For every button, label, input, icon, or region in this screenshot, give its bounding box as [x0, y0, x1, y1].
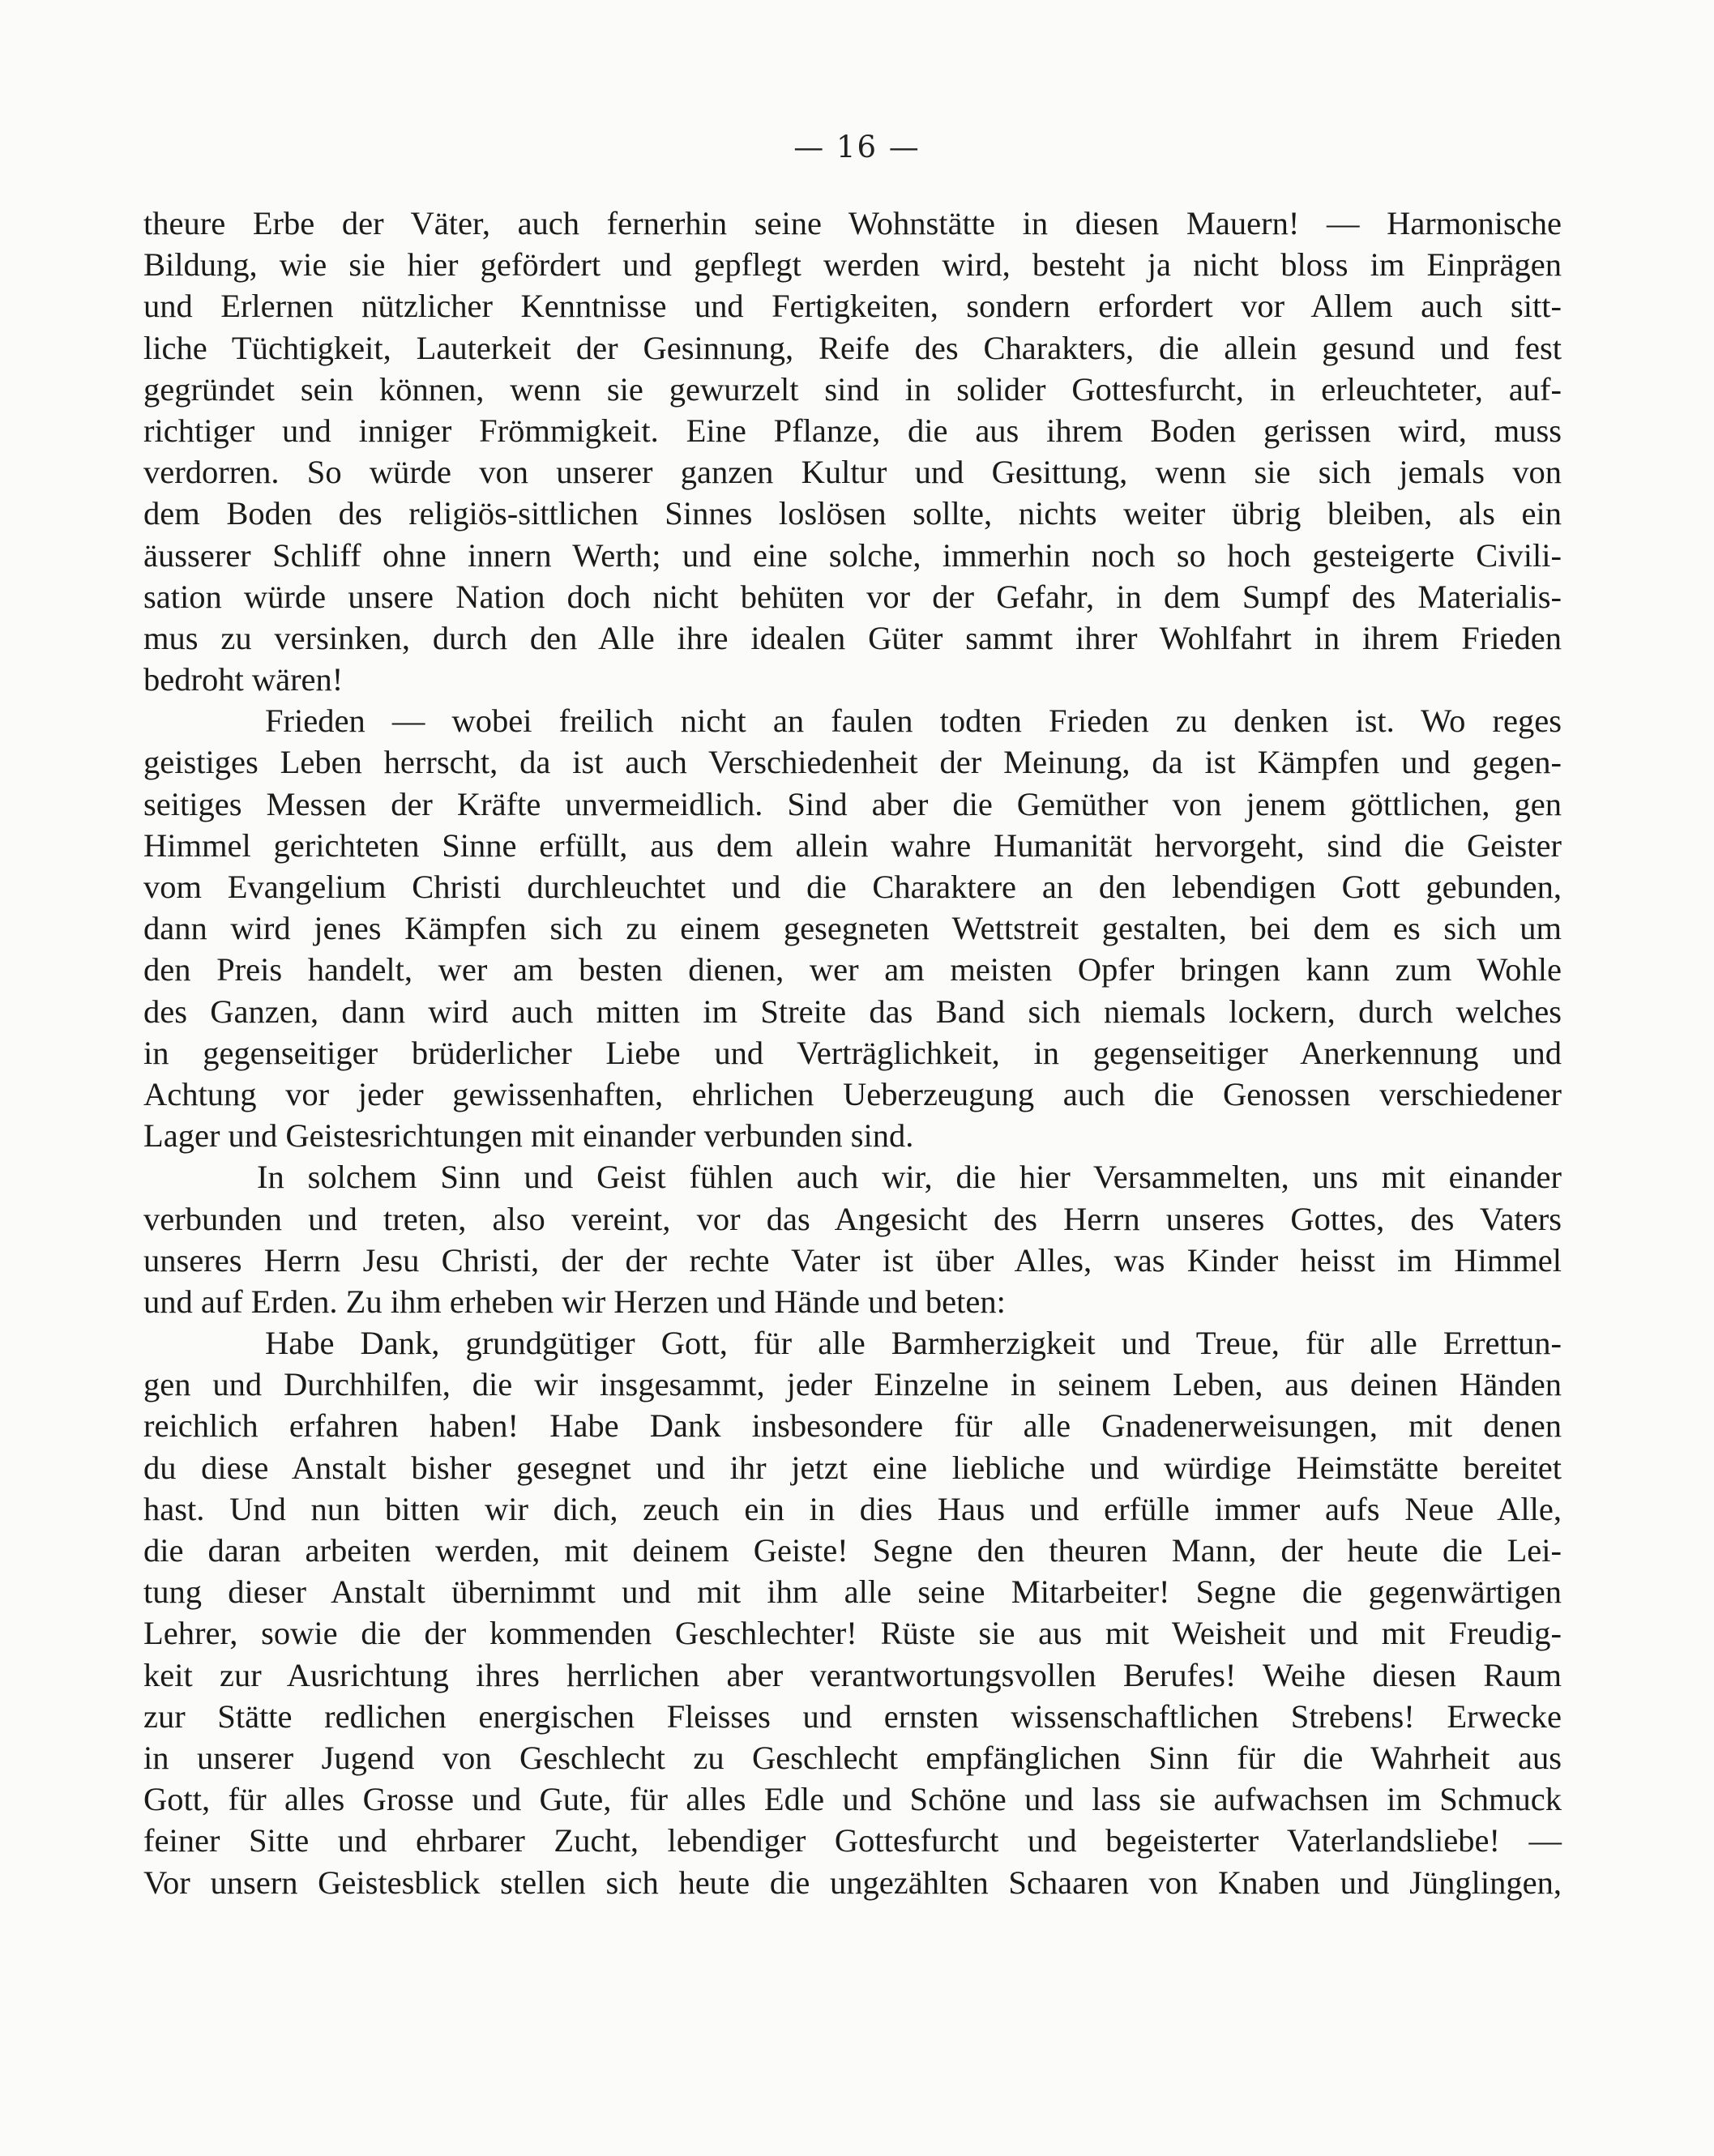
text-line: die daran arbeiten werden, mit deinem Geiste! Segne den theuren Mann, der heute die Lei- [143, 1532, 1562, 1569]
text-line: verdorren. So würde von unserer ganzen Kultur und Gesittung, wenn sie sich jemals von [143, 454, 1562, 491]
text-line: Vor unsern Geistesblick stellen sich heute die ungezählten Schaaren von Knaben und Jünglingen, [143, 1864, 1562, 1901]
text-line: mus zu versinken, durch den Alle ihre idealen Güter sammt ihrer Wohlfahrt in ihrem Frieden [143, 619, 1562, 656]
body-text [143, 203, 1562, 1903]
text-line: zur Stätte redlichen energischen Fleisses und ernsten wissenschaftlichen Strebens! Erwecke [143, 1697, 1562, 1735]
text-line: den Preis handelt, wer am besten dienen, wer am meisten Opfer bringen kann zum Wohle [143, 951, 1562, 988]
text-line: Lehrer, sowie die der kommenden Geschlechter! Rüste sie aus mit Weisheit und mit Freudig- [143, 1615, 1562, 1652]
text-line: Gott, für alles Grosse und Gute, für alles Edle und Schöne und lass sie aufwachsen im Schmuck [143, 1781, 1562, 1818]
text-line: Achtung vor jeder gewissenhaften, ehrlichen Ueberzeugung auch die Genossen verschiedener [143, 1075, 1562, 1112]
text-line: sation würde unsere Nation doch nicht behüten vor der Gefahr, in dem Sumpf des Materialis- [143, 578, 1562, 615]
text-line: bedroht wären! [143, 661, 344, 698]
text-line: du diese Anstalt bisher gesegnet und ihr jetzt eine liebliche und würdige Heimstätte bereitet [143, 1449, 1562, 1486]
text-line: dem Boden des religiös-sittlichen Sinnes loslösen sollte, nichts weiter übrig bleiben, als ein [143, 495, 1562, 532]
text-line: keit zur Ausrichtung ihres herrlichen aber verantwortungsvollen Berufes! Weihe diesen Raum [143, 1656, 1562, 1693]
text-line: reichlich erfahren haben! Habe Dank insbesondere für alle Gnadenerweisungen, mit denen [143, 1407, 1562, 1445]
text-line: vom Evangelium Christi durchleuchtet und die Charaktere an den lebendigen Gott gebunden, [143, 869, 1562, 905]
text-line: dann wird jenes Kämpfen sich zu einem gesegneten Wettstreit gestalten, bei dem es sich um [143, 910, 1562, 947]
text-line: und Erlernen nützlicher Kenntnisse und Fertigkeiten, sondern erfordert vor Allem auch sitt- [143, 288, 1562, 325]
text-line: tung dieser Anstalt übernimmt und mit ihm alle seine Mitarbeiter! Segne die gegenwärtigen [143, 1573, 1562, 1611]
text-line: hast. Und nun bitten wir dich, zeuch ein in dies Haus und erfülle immer aufs Neue Alle, [143, 1490, 1562, 1527]
paragraph-4 [143, 1322, 1562, 1903]
text-line: richtiger und inniger Frömmigkeit. Eine Pflanze, die aus ihrem Boden gerissen wird, muss [143, 412, 1562, 449]
paragraph-1 [143, 203, 1562, 700]
text-line: Habe Dank, grundgütiger Gott, für alle Barmherzigkeit und Treue, für alle Errettun- [265, 1325, 1562, 1362]
paragraph-3 [143, 1156, 1562, 1322]
text-line: in gegenseitiger brüderlicher Liebe und Verträglichkeit, in gegenseitiger Anerkennung und [143, 1034, 1562, 1071]
text-line: gen und Durchhilfen, die wir insgesammt, jeder Einzelne in seinem Leben, aus deinen Händen [143, 1366, 1562, 1403]
text-line: verbunden und treten, also vereint, vor das Angesicht des Herrn unseres Gottes, des Vaters [143, 1200, 1562, 1237]
text-line: und auf Erden. Zu ihm erheben wir Herzen und Hände und beten: [143, 1283, 1006, 1320]
text-line: Frieden — wobei freilich nicht an faulen todten Frieden zu denken ist. Wo reges [265, 702, 1562, 740]
paragraph-2 [143, 700, 1562, 1156]
text-line: äusserer Schliff ohne innern Werth; und eine solche, immerhin noch so hoch gesteigerte Civili- [143, 536, 1562, 574]
text-line: Lager und Geistesrichtungen mit einander verbunden sind. [143, 1117, 914, 1155]
text-line: des Ganzen, dann wird auch mitten im Streite das Band sich niemals lockern, durch welches [143, 993, 1562, 1030]
text-line: feiner Sitte und ehrbarer Zucht, lebendiger Gottesfurcht und begeisterter Vaterlandsliebe! — [143, 1822, 1562, 1859]
text-line: unseres Herrn Jesu Christi, der der rechte Vater ist über Alles, was Kinder heisst im Himmel [143, 1241, 1562, 1279]
text-line: geistiges Leben herrscht, da ist auch Verschiedenheit der Meinung, da ist Kämpfen und gegen- [143, 744, 1562, 781]
text-line: Bildung, wie sie hier gefördert und gepflegt werden wird, besteht ja nicht bloss im Einprägen [143, 246, 1562, 284]
text-line: liche Tüchtigkeit, Lauterkeit der Gesinnung, Reife des Charakters, die allein gesund und fest [143, 329, 1562, 366]
text-line: Himmel gerichteten Sinne erfüllt, aus dem allein wahre Humanität hervorgeht, sind die Geister [143, 826, 1562, 864]
text-line: in unserer Jugend von Geschlecht zu Geschlecht empfänglichen Sinn für die Wahrheit aus [143, 1739, 1562, 1776]
text-line: gegründet sein können, wenn sie gewurzelt sind in solider Gottesfurcht, in erleuchteter, auf- [143, 370, 1562, 408]
text-line: seitiges Messen der Kräfte unvermeidlich. Sind aber die Gemüther von jenem göttlichen, gen [143, 785, 1562, 822]
text-line: theure Erbe der Väter, auch fernerhin seine Wohnstätte in diesen Mauern! — Harmonische [143, 205, 1562, 241]
text-line: In solchem Sinn und Geist fühlen auch wir, die hier Versammelten, uns mit einander [257, 1159, 1562, 1196]
page-number: — 16 — [793, 130, 921, 164]
